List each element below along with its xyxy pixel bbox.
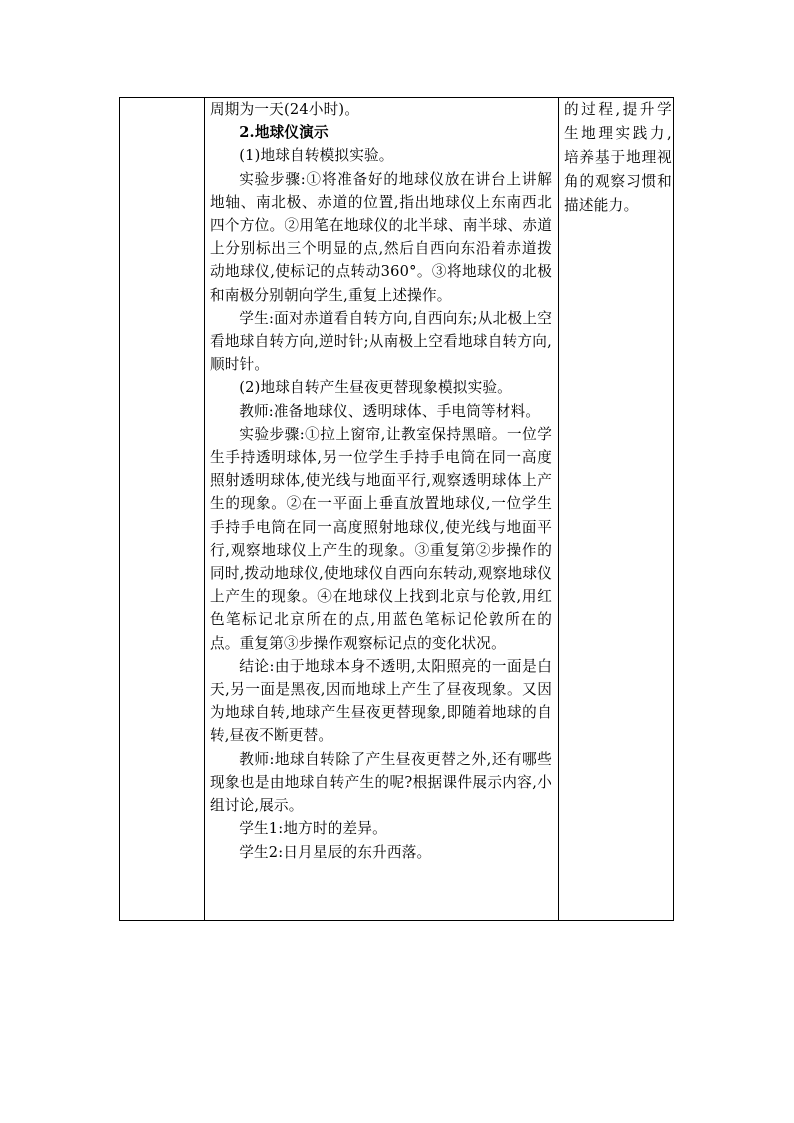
paragraph-student-2: 学生2:日月星辰的东升西落。 — [239, 843, 432, 861]
paragraph-teacher-materials: 教师:准备地球仪、透明球体、手电筒等材料。 — [239, 402, 541, 420]
design-intent-text: 的过程,提升学生地理实践力,培养基于地理视角的观察习惯和描述能力。 — [564, 101, 672, 214]
lesson-plan-table — [119, 97, 674, 921]
paragraph-student-answer: 学生:面对赤道看自转方向,自西向东;从北极上空看地球自转方向,逆时针;从南极上空看地球自转方向,顺时针。 — [210, 309, 552, 374]
paragraph-experiment-steps-2: 实验步骤:①拉上窗帘,让教室保持黑暗。一位学生手持透明球体,另一位学生手持手电筒在同一高度照射透明球体,使光线与地面平行,观察透明球体上产生的现象。②在一平面上垂直放置地球仪,一位学生手持手电筒在同一高度照射地球仪,使光线与地面平行,观察地球仪上产生的现象。③重复第②步操作的同时,拨动地球仪,使地球仪自西向东转动,观察地球仪上产生的现象。④在地球仪上找到北京与伦敦,用红色笔标记北京所在的点,用蓝色笔标记伦敦所在的点。重复第③步操作观察标记点的变化状况。 — [210, 425, 552, 652]
stage-column — [120, 98, 204, 920]
paragraph-rotation-simulation: (1)地球自转模拟实验。 — [239, 147, 394, 165]
paragraph-day-night-simulation: (2)地球自转产生昼夜更替现象模拟实验。 — [239, 379, 512, 397]
paragraph-experiment-steps-1: 实验步骤:①将准备好的地球仪放在讲台上讲解地轴、南北极、赤道的位置,指出地球仪上东南西北四个方位。②用笔在地球仪的北半球、南半球、赤道上分别标出三个明显的点,然后自西向东沿着赤道拨动地球仪,使标记的点转动360°。③将地球仪的北极和南极分别朝向学生,重复上述操作。 — [210, 170, 552, 304]
paragraph-student-1: 学生1:地方时的差异。 — [239, 820, 387, 838]
design-intent-column — [559, 98, 675, 920]
paragraph-cycle: 周期为一天(24小时)。 — [210, 101, 360, 118]
section-heading-globe-demo: 2.地球仪演示 — [239, 124, 329, 142]
paragraph-teacher-question: 教师:地球自转除了产生昼夜更替之外,还有哪些现象也是由地球自转产生的呢?根据课件展示内容,小组讨论,展示。 — [210, 750, 552, 815]
paragraph-conclusion: 结论:由于地球本身不透明,太阳照亮的一面是白天,另一面是黑夜,因而地球上产生了昼夜现象。又因为地球自转,地球产生昼夜更替现象,即随着地球的自转,昼夜不断更替。 — [210, 657, 552, 745]
teaching-activity-column — [205, 98, 558, 920]
